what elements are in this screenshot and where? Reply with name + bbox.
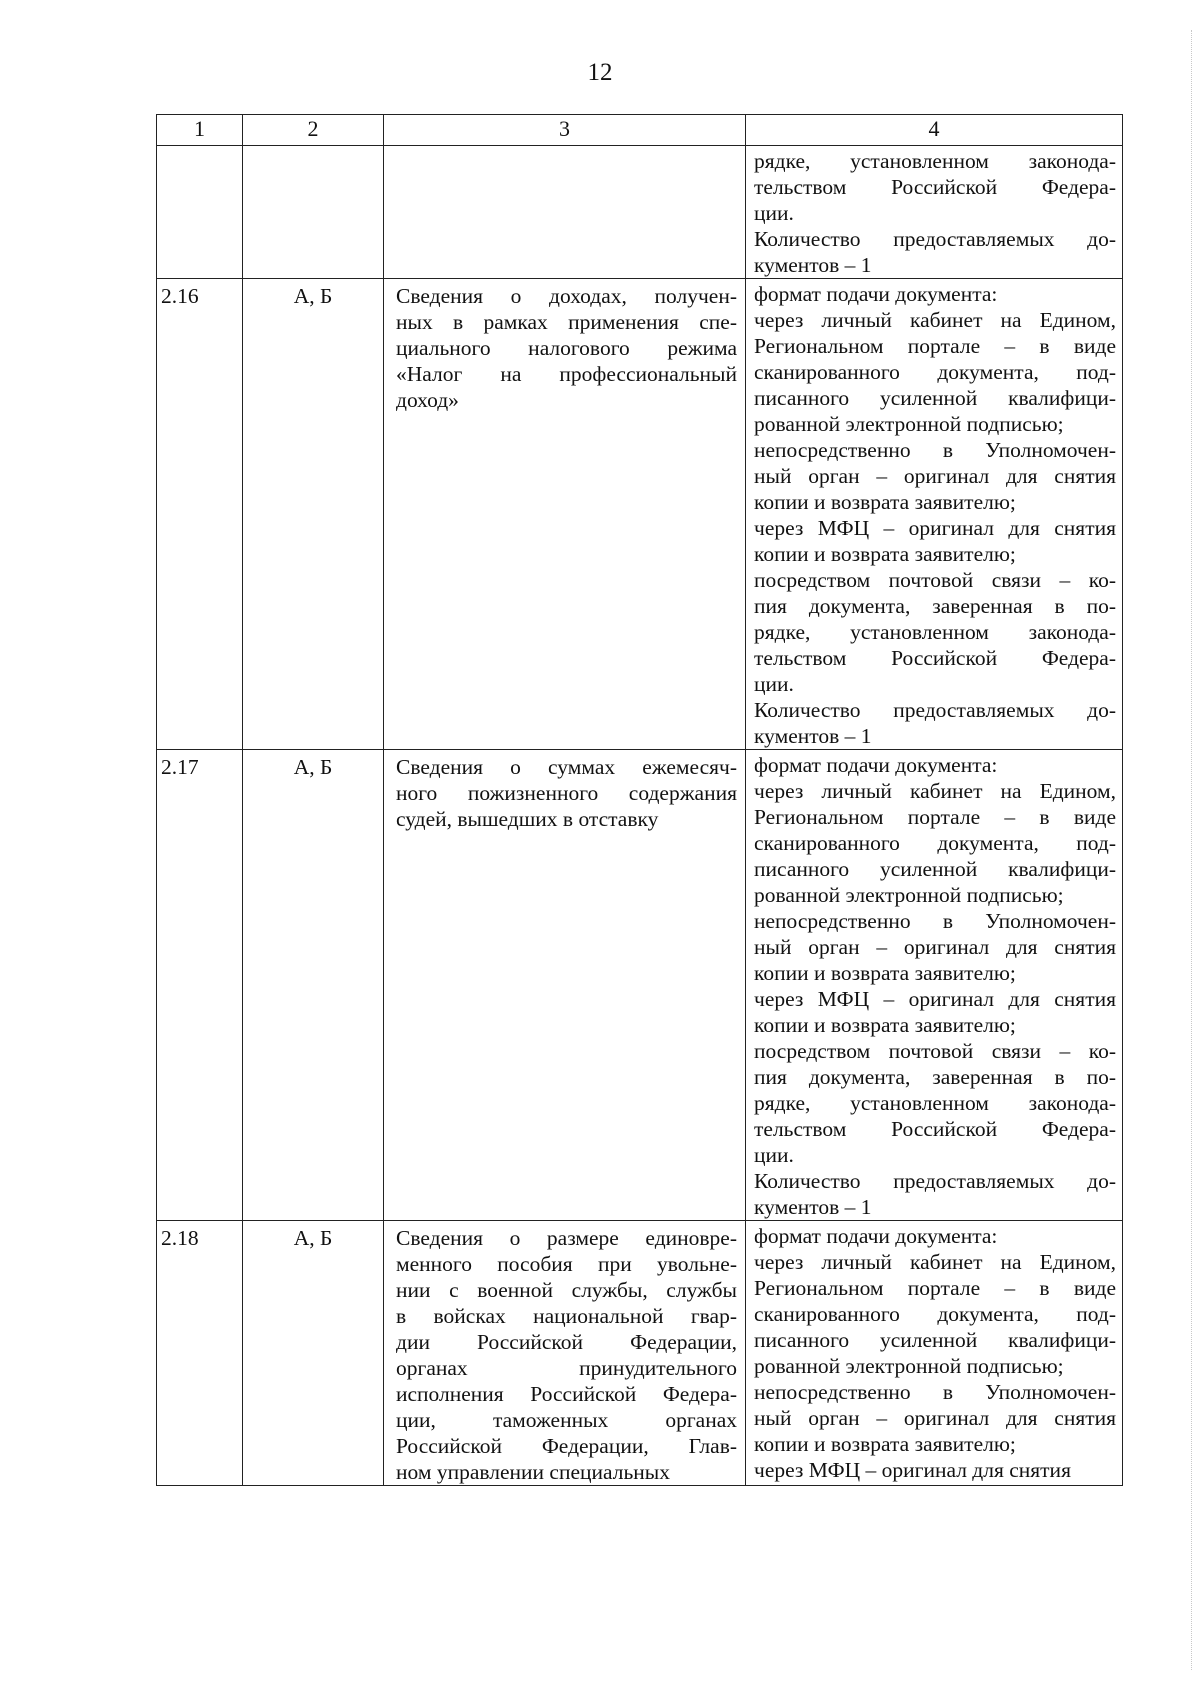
document-name-line: исполнения Российской Федера- bbox=[396, 1382, 737, 1406]
table-row bbox=[157, 279, 1123, 750]
document-name-line: ного пожизненного содержания bbox=[396, 781, 737, 805]
submission-format-line: рядке, установленном законода- bbox=[754, 149, 1116, 173]
document-name-line: доход» bbox=[396, 388, 459, 412]
documents-table bbox=[156, 114, 1123, 1486]
submission-format-line: копии и возврата заявителю; bbox=[754, 1432, 1016, 1456]
submission-format-line: непосредственно в Уполномочен- bbox=[754, 1380, 1116, 1404]
document-name-line: ции, таможенных органах bbox=[396, 1408, 737, 1432]
submission-format-line: посредством почтовой связи – ко- bbox=[754, 568, 1116, 592]
document-name-cell bbox=[384, 279, 746, 750]
submission-format-line: писанного усиленной квалифици- bbox=[754, 386, 1116, 410]
submission-format-line: Количество предоставляемых до- bbox=[754, 1169, 1116, 1193]
submission-format-line: Региональном портале – в виде bbox=[754, 1276, 1116, 1300]
page-number: 12 bbox=[587, 59, 613, 86]
submission-format-line: непосредственно в Уполномочен- bbox=[754, 909, 1116, 933]
category-cell: А, Б bbox=[243, 1221, 384, 1486]
submission-format-line: копии и возврата заявителю; bbox=[754, 1013, 1016, 1037]
submission-format-line: пия документа, заверенная в по- bbox=[754, 1065, 1116, 1089]
submission-format-line: тельством Российской Федера- bbox=[754, 1117, 1116, 1141]
document-name-line: дии Российской Федерации, bbox=[396, 1330, 737, 1354]
submission-format-line: копии и возврата заявителю; bbox=[754, 490, 1016, 514]
submission-format-line: через МФЦ – оригинал для снятия bbox=[754, 1458, 1071, 1482]
document-name-line: Сведения о суммах ежемесяч- bbox=[396, 755, 737, 779]
submission-format-cell bbox=[746, 279, 1123, 750]
submission-format-line: рядке, установленном законода- bbox=[754, 620, 1116, 644]
submission-format-line: через личный кабинет на Едином, bbox=[754, 1250, 1116, 1274]
header-cell-4: 4 bbox=[746, 115, 1123, 146]
submission-format-line: копии и возврата заявителю; bbox=[754, 961, 1016, 985]
document-name-line: Сведения о доходах, получен- bbox=[396, 284, 737, 308]
submission-format-line: кументов – 1 bbox=[754, 724, 872, 748]
document-name-cell bbox=[384, 750, 746, 1221]
submission-format-line: кументов – 1 bbox=[754, 253, 872, 277]
submission-format-line: ции. bbox=[754, 1143, 794, 1167]
table-row bbox=[157, 1221, 1123, 1486]
document-name-line: «Налог на профессиональный bbox=[396, 362, 737, 386]
row-number-cell: 2.17 bbox=[157, 750, 243, 1221]
submission-format-line: тельством Российской Федера- bbox=[754, 175, 1116, 199]
header-cell-2: 2 bbox=[243, 115, 384, 146]
submission-format-line: сканированного документа, под- bbox=[754, 360, 1116, 384]
header-cell-3: 3 bbox=[384, 115, 746, 146]
submission-format-line: Региональном портале – в виде bbox=[754, 334, 1116, 358]
document-name-line: ных в рамках применения спе- bbox=[396, 310, 737, 334]
header-cell-1: 1 bbox=[157, 115, 243, 146]
submission-format-line: посредством почтовой связи – ко- bbox=[754, 1039, 1116, 1063]
submission-format-line: через МФЦ – оригинал для снятия bbox=[754, 987, 1116, 1011]
row-number-cell: 2.16 bbox=[157, 279, 243, 750]
row-number-cell: 2.18 bbox=[157, 1221, 243, 1486]
submission-format-line: рованной электронной подписью; bbox=[754, 1354, 1064, 1378]
submission-format-line: рядке, установленном законода- bbox=[754, 1091, 1116, 1115]
submission-format-line: ции. bbox=[754, 201, 794, 225]
table-header-row bbox=[157, 115, 1123, 146]
submission-format-line: Количество предоставляемых до- bbox=[754, 698, 1116, 722]
submission-format-line: ный орган – оригинал для снятия bbox=[754, 464, 1116, 488]
submission-format-line: непосредственно в Уполномочен- bbox=[754, 438, 1116, 462]
submission-format-line: копии и возврата заявителю; bbox=[754, 542, 1016, 566]
submission-format-line: писанного усиленной квалифици- bbox=[754, 1328, 1116, 1352]
row-number-cell bbox=[157, 146, 243, 279]
document-name-cell bbox=[384, 146, 746, 279]
submission-format-line: рованной электронной подписью; bbox=[754, 883, 1064, 907]
submission-format-line: через личный кабинет на Едином, bbox=[754, 308, 1116, 332]
submission-format-line: кументов – 1 bbox=[754, 1195, 872, 1219]
document-name-line: судей, вышедших в отставку bbox=[396, 807, 659, 831]
document-name-line: менного пособия при увольне- bbox=[396, 1252, 737, 1276]
submission-format-cell bbox=[746, 146, 1123, 279]
submission-format-cell bbox=[746, 750, 1123, 1221]
submission-format-line: ный орган – оригинал для снятия bbox=[754, 1406, 1116, 1430]
scan-edge-artifact bbox=[1190, 30, 1192, 1670]
submission-format-line: формат подачи документа: bbox=[754, 753, 998, 777]
category-cell: А, Б bbox=[243, 750, 384, 1221]
table-row bbox=[157, 146, 1123, 279]
document-name-line: нии с военной службы, службы bbox=[396, 1278, 737, 1302]
category-cell: А, Б bbox=[243, 279, 384, 750]
submission-format-line: пия документа, заверенная в по- bbox=[754, 594, 1116, 618]
submission-format-line: формат подачи документа: bbox=[754, 282, 998, 306]
submission-format-line: через личный кабинет на Едином, bbox=[754, 779, 1116, 803]
submission-format-line: Региональном портале – в виде bbox=[754, 805, 1116, 829]
submission-format-line: писанного усиленной квалифици- bbox=[754, 857, 1116, 881]
submission-format-line: через МФЦ – оригинал для снятия bbox=[754, 516, 1116, 540]
document-name-cell bbox=[384, 1221, 746, 1486]
category-cell bbox=[243, 146, 384, 279]
document-name-line: Сведения о размере единовре- bbox=[396, 1226, 737, 1250]
document-name-line: ном управлении специальных bbox=[396, 1460, 670, 1484]
document-name-line: Российской Федерации, Глав- bbox=[396, 1434, 737, 1458]
submission-format-line: рованной электронной подписью; bbox=[754, 412, 1064, 436]
submission-format-line: сканированного документа, под- bbox=[754, 1302, 1116, 1326]
table-row bbox=[157, 750, 1123, 1221]
submission-format-line: ции. bbox=[754, 672, 794, 696]
submission-format-cell bbox=[746, 1221, 1123, 1486]
document-name-line: циального налогового режима bbox=[396, 336, 737, 360]
document-name-line: в войсках национальной гвар- bbox=[396, 1304, 737, 1328]
submission-format-line: сканированного документа, под- bbox=[754, 831, 1116, 855]
document-name-line: органах принудительного bbox=[396, 1356, 737, 1380]
submission-format-line: ный орган – оригинал для снятия bbox=[754, 935, 1116, 959]
submission-format-line: Количество предоставляемых до- bbox=[754, 227, 1116, 251]
submission-format-line: тельством Российской Федера- bbox=[754, 646, 1116, 670]
submission-format-line: формат подачи документа: bbox=[754, 1224, 998, 1248]
